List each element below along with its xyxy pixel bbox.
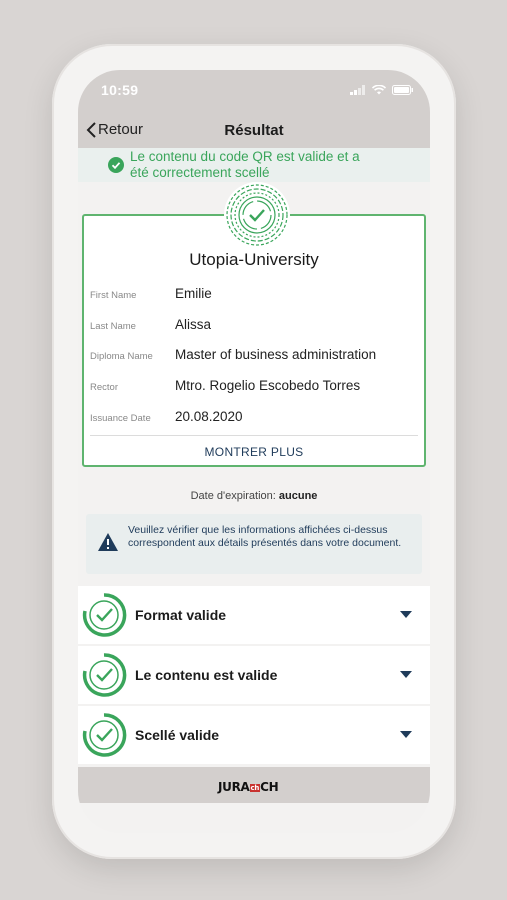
page-title: Résultat bbox=[224, 122, 284, 139]
field-value: 20.08.2020 bbox=[175, 409, 243, 424]
field-label: First Name bbox=[90, 290, 137, 301]
logo-right: CH bbox=[260, 780, 279, 794]
check-label: Le contenu est valide bbox=[135, 667, 278, 683]
expiry-date bbox=[78, 490, 430, 502]
wifi-icon bbox=[372, 85, 386, 95]
field-label: Diploma Name bbox=[90, 351, 153, 362]
seal-icon bbox=[224, 182, 290, 248]
expiry-value: aucune bbox=[278, 490, 318, 502]
field-row-rector bbox=[90, 378, 360, 393]
check-circle-icon bbox=[108, 157, 124, 173]
chevron-down-icon bbox=[400, 611, 412, 619]
check-ring-icon bbox=[82, 653, 128, 697]
field-label: Issuance Date bbox=[90, 413, 151, 424]
check-content-valid[interactable] bbox=[78, 646, 430, 704]
battery-icon bbox=[392, 85, 414, 95]
app-screen bbox=[78, 70, 430, 833]
status-time: 10:59 bbox=[101, 82, 139, 98]
field-row-last-name bbox=[90, 317, 211, 332]
institution-name: Utopia-University bbox=[189, 250, 319, 269]
validity-message: Le contenu du code QR est valide et a été correctement scellé bbox=[130, 149, 360, 180]
check-label: Scellé valide bbox=[135, 727, 220, 743]
check-ring-icon bbox=[82, 713, 128, 757]
footer bbox=[78, 767, 430, 803]
field-label: Rector bbox=[90, 382, 118, 393]
check-label: Format valide bbox=[135, 607, 227, 623]
card-divider bbox=[90, 435, 418, 436]
navigation-bar bbox=[78, 114, 430, 148]
status-icons bbox=[350, 85, 414, 95]
chevron-down-icon bbox=[400, 671, 412, 679]
field-value: Alissa bbox=[175, 317, 212, 332]
validity-banner bbox=[78, 148, 430, 182]
field-row-diploma-name bbox=[90, 347, 376, 362]
signal-icon bbox=[350, 85, 366, 95]
jura-logo bbox=[218, 780, 278, 794]
field-value: Master of business administration bbox=[175, 347, 377, 362]
notice-text: Veuillez vérifier que les informations affichées ci-dessus correspondent aux détails présentés dans votre document. bbox=[128, 524, 402, 549]
field-value: Mtro. Rogelio Escobedo Torres bbox=[175, 378, 361, 393]
phone-frame bbox=[52, 44, 456, 859]
show-more-button[interactable]: MONTRER PLUS bbox=[204, 445, 304, 459]
verification-notice bbox=[86, 514, 422, 574]
check-seal-valid[interactable] bbox=[78, 706, 430, 764]
logo-left: JURA bbox=[218, 780, 250, 794]
expiry-label: Date d'expiration: bbox=[190, 490, 276, 502]
field-row-issuance-date bbox=[90, 409, 243, 424]
chevron-down-icon bbox=[400, 731, 412, 739]
warning-icon bbox=[97, 532, 119, 552]
check-format-valid[interactable] bbox=[78, 586, 430, 644]
status-bar bbox=[78, 70, 430, 114]
diploma-card bbox=[82, 214, 426, 467]
check-ring-icon bbox=[82, 593, 128, 637]
back-label: Retour bbox=[98, 121, 144, 138]
field-label: Last Name bbox=[90, 321, 136, 332]
field-row-first-name bbox=[90, 286, 212, 301]
field-value: Emilie bbox=[175, 286, 212, 301]
logo-mid: ch bbox=[250, 783, 260, 792]
